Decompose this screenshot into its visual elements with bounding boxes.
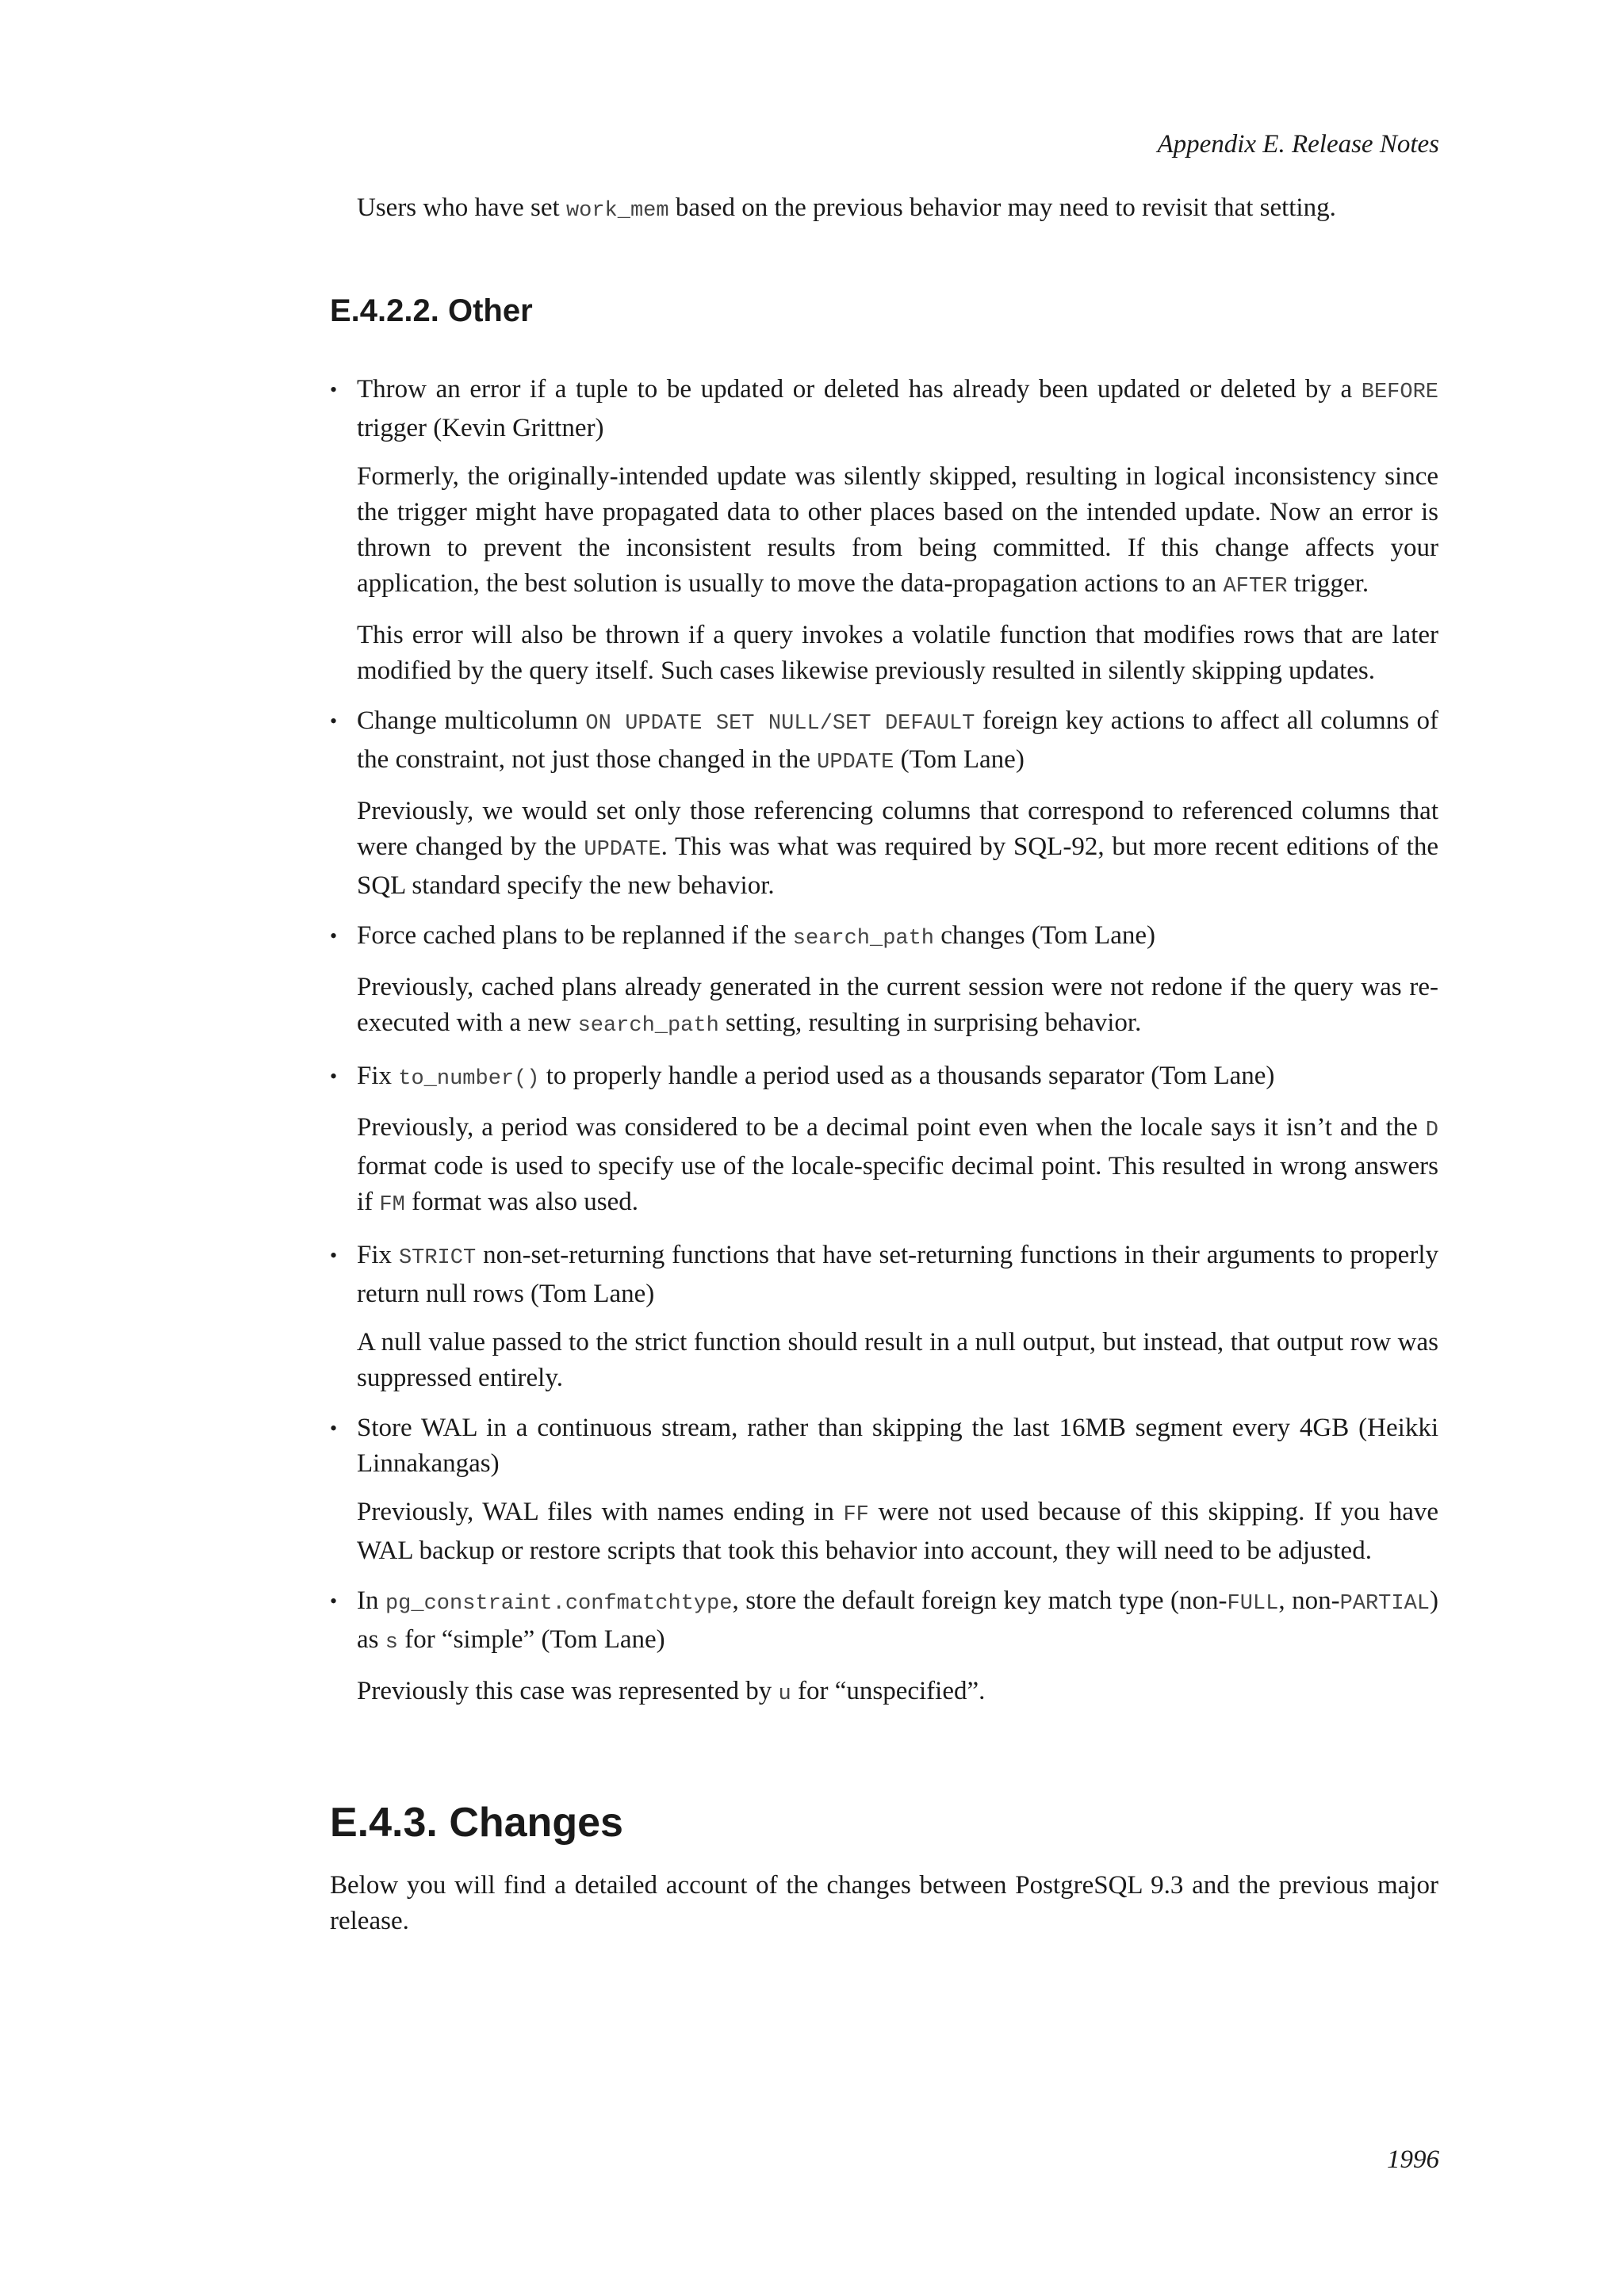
page-number: 1996 [1387, 2145, 1439, 2174]
item-detail: Previously, cached plans already generated in the current session were not redone if the query was re-executed with a new search_path setting, resulting in surprising behavior. [357, 973, 1438, 1038]
bullet-icon: • [330, 710, 338, 733]
section-heading-other: E.4.2.2. Other [330, 293, 533, 328]
item-summary: Force cached plans to be replanned if the search_path changes (Tom Lane) [357, 921, 1156, 951]
list-item [330, 1238, 1438, 1396]
item-summary: Store WAL in a continuous stream, rather than skipping the last 16MB segment every 4GB (Heikki Linnakangas) [357, 1414, 1438, 1478]
list-item [330, 703, 1438, 904]
item-detail: Previously, a period was considered to be a decimal point even when the locale says it isn’t and the D format code is used to specify use of the locale-specific decimal point. This resulted in wrong answers if FM format was also used. [357, 1113, 1438, 1217]
code-work-mem: work_mem [565, 199, 669, 223]
item-detail: Previously, WAL files with names ending in FF were not used because of this skipping. If you have WAL backup or restore scripts that took this behavior into account, they will need to be adjusted. [357, 1498, 1438, 1565]
list-item [330, 372, 1438, 689]
list-item [330, 1583, 1438, 1712]
bullet-icon: • [330, 1065, 338, 1088]
bullet-icon: • [330, 924, 338, 947]
running-head: Appendix E. Release Notes [1157, 130, 1439, 159]
page-content [330, 190, 1438, 1939]
item-detail: Formerly, the originally-intended update was silently skipped, resulting in logical inconsistency since the trigger might have propagated data to other places based on the intended update. Now an error is thrown to prevent the inconsistent results from being committed. If this change affects your application, the best solution is usually to move the data-propagation actions to an AFTER trigger. [357, 462, 1438, 599]
release-notes-list [330, 372, 1438, 1712]
bullet-icon: • [330, 1244, 338, 1267]
item-summary: Change multicolumn ON UPDATE SET NULL/SET DEFAULT foreign key actions to affect all columns of the constraint, not just those changed in the UPDATE (Tom Lane) [357, 706, 1438, 775]
bullet-icon: • [330, 378, 338, 401]
item-detail: Previously this case was represented by u for “unspecified”. [357, 1677, 986, 1706]
item-summary: Fix STRICT non-set-returning functions that have set-returning functions in their arguments to properly return null rows (Tom Lane) [357, 1241, 1438, 1308]
intro-paragraph: Users who have set work_mem based on the previous behavior may need to revisit that setting. [357, 193, 1336, 223]
item-summary: Throw an error if a tuple to be updated or deleted has already been updated or deleted by a BEFORE trigger (Kevin Grittner) [357, 375, 1438, 442]
section-heading-changes: E.4.3. Changes [330, 1800, 623, 1846]
item-detail: Previously, we would set only those referencing columns that correspond to referenced columns that were changed by the UPDATE. This was what was required by SQL-92, but more recent editions of the SQL standard specify the new behavior. [357, 797, 1438, 900]
item-detail: A null value passed to the strict function should result in a null output, but instead, that output row was suppressed entirely. [357, 1328, 1438, 1392]
list-item [330, 1058, 1438, 1223]
list-item [330, 918, 1438, 1044]
list-item [330, 1410, 1438, 1569]
bullet-icon: • [330, 1590, 338, 1613]
item-detail: This error will also be thrown if a query invokes a volatile function that modifies rows that are later modified by the query itself. Such cases likewise previously resulted in silently skipping updates. [357, 621, 1438, 685]
changes-paragraph: Below you will find a detailed account of the changes between PostgreSQL 9.3 and the previous major release. [330, 1871, 1438, 1935]
bullet-icon: • [330, 1417, 338, 1440]
item-summary: Fix to_number() to properly handle a period used as a thousands separator (Tom Lane) [357, 1062, 1275, 1091]
item-summary: In pg_constraint.confmatchtype, store the default foreign key match type (non-FULL, non-PARTIAL) as s for “simple” (Tom Lane) [357, 1586, 1438, 1655]
